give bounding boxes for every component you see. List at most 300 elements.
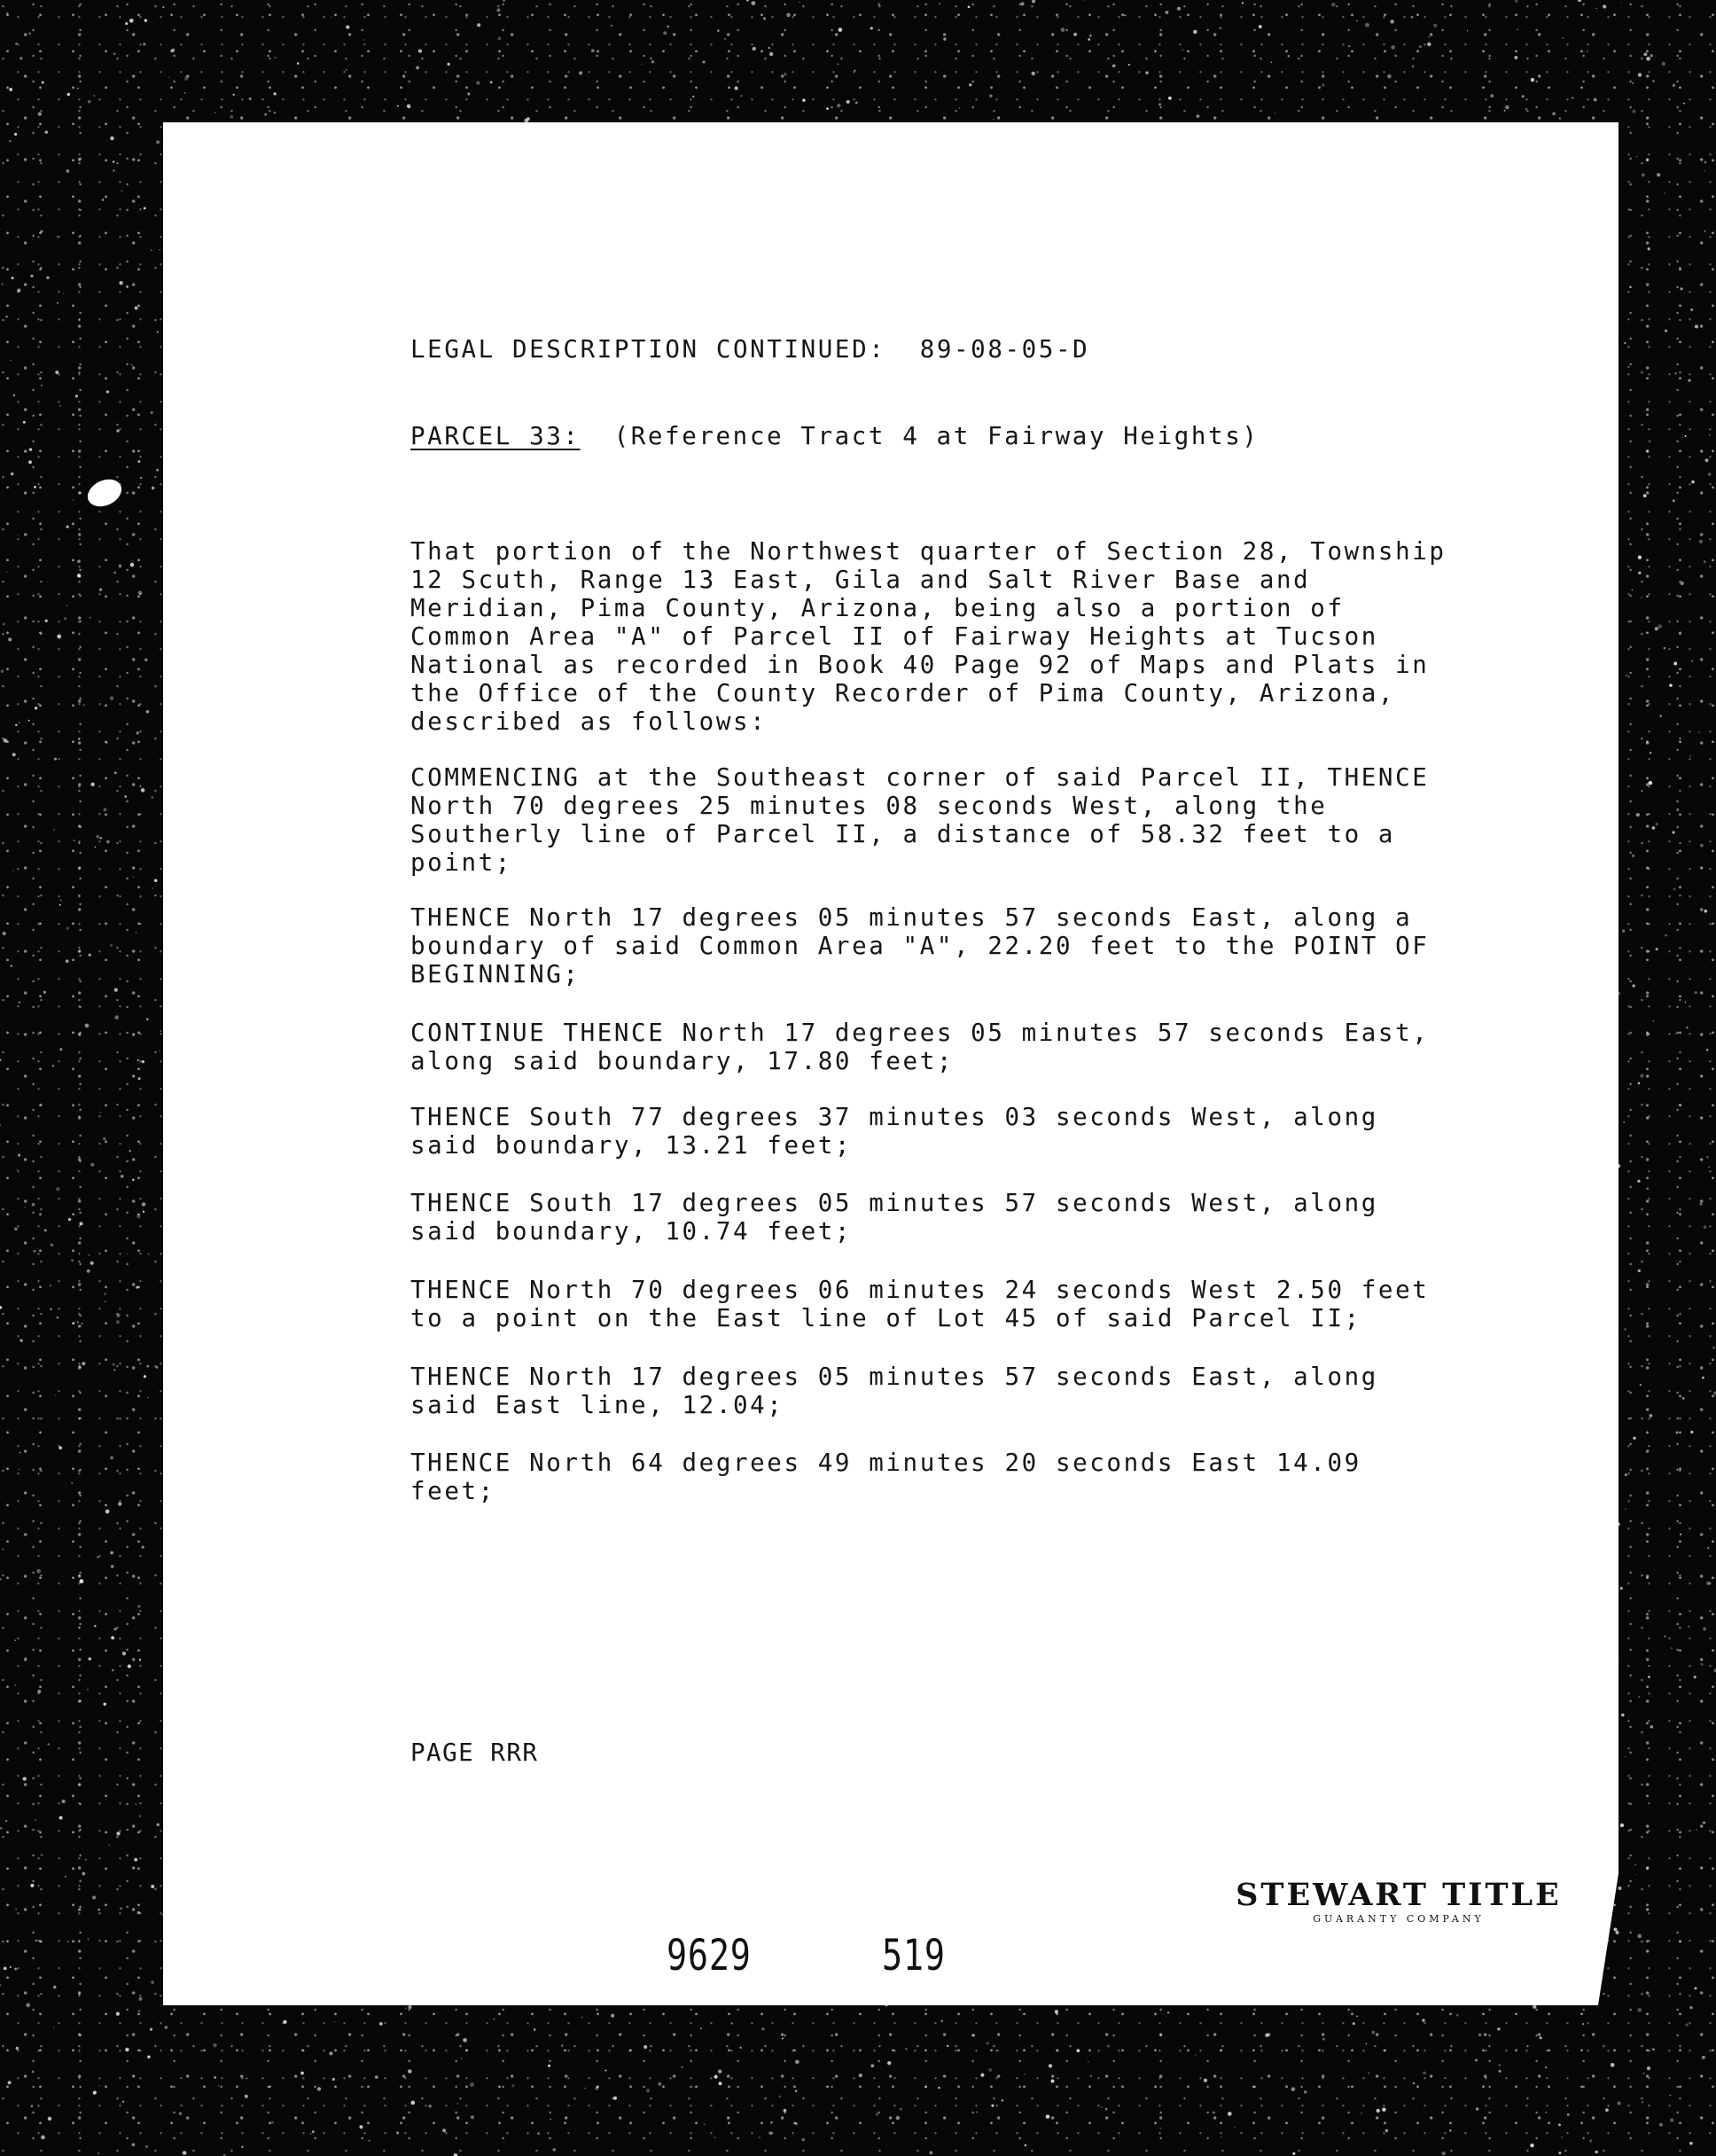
scan-speckle [85, 1024, 90, 1028]
scan-speckle [141, 788, 145, 793]
scan-speckle [110, 697, 113, 700]
scan-speckle [329, 2051, 332, 2055]
scan-speckle [29, 448, 32, 450]
scan-speckle [59, 904, 61, 906]
scan-speckle [157, 332, 159, 333]
scan-speckle [456, 2103, 458, 2105]
scan-speckle [38, 112, 42, 115]
scan-speckle [1704, 230, 1706, 232]
scan-speckle [104, 808, 107, 811]
scan-speckle [28, 33, 30, 35]
scan-speckle [146, 1365, 149, 1368]
scan-speckle [1650, 1725, 1654, 1729]
scan-speckle [14, 133, 17, 136]
scan-speckle [1567, 2113, 1570, 2116]
scan-speckle [959, 107, 961, 109]
scan-speckle [159, 1050, 160, 1051]
scan-speckle [105, 1510, 110, 1514]
scan-speckle [991, 2105, 994, 2107]
scan-speckle [1625, 1508, 1626, 1510]
scan-speckle [137, 1059, 139, 1061]
scan-speckle [106, 840, 110, 844]
scan-speckle [997, 2050, 999, 2051]
scan-speckle [0, 1984, 1, 1986]
scan-speckle [42, 82, 44, 84]
scan-speckle [359, 2125, 363, 2129]
scan-speckle [17, 1169, 19, 1171]
scan-speckle [1640, 1384, 1642, 1386]
scan-speckle [11, 965, 12, 966]
scan-speckle [1659, 715, 1662, 717]
scan-speckle [526, 117, 530, 121]
scan-speckle [782, 2038, 784, 2040]
scan-speckle [54, 758, 57, 761]
scan-speckle [1084, 0, 1085, 1]
scan-speckle [1647, 2066, 1650, 2070]
scan-speckle [8, 637, 12, 641]
scan-speckle [136, 731, 138, 734]
scan-speckle [56, 1187, 60, 1191]
scan-speckle [106, 742, 108, 744]
scan-speckle [334, 2021, 336, 2023]
scan-speckle [692, 96, 694, 98]
scan-speckle [40, 230, 43, 232]
scan-speckle [1634, 1864, 1636, 1866]
scan-speckle [1582, 2023, 1584, 2025]
scan-speckle [1681, 287, 1683, 290]
scan-speckle [137, 1911, 140, 1914]
scan-speckle [1682, 1397, 1685, 1400]
scan-speckle [1655, 627, 1658, 630]
scan-speckle [1177, 7, 1181, 11]
scan-speckle [171, 49, 175, 52]
scan-speckle [1514, 56, 1517, 59]
scan-speckle [151, 1980, 154, 1984]
scan-speckle [134, 1858, 137, 1862]
scan-speckle [1112, 65, 1116, 68]
scan-speckle [1533, 2005, 1536, 2009]
scan-speckle [1625, 1473, 1627, 1476]
scan-speckle [116, 1320, 120, 1324]
scan-speckle [19, 1002, 20, 1004]
scan-speckle [1558, 2152, 1561, 2154]
scan-speckle [214, 112, 215, 113]
scan-speckle [1706, 1049, 1708, 1051]
scan-speckle [1088, 2061, 1089, 2063]
scan-speckle [129, 1150, 131, 1152]
scan-speckle [48, 1743, 50, 1745]
scan-speckle [1419, 45, 1422, 48]
scan-speckle [109, 1845, 110, 1846]
scan-speckle [1228, 2112, 1232, 2116]
scan-speckle [116, 1832, 120, 1835]
scan-speckle [1691, 660, 1693, 662]
scan-speckle [1688, 1626, 1689, 1628]
scan-speckle [97, 1556, 99, 1558]
scan-speckle [1699, 1203, 1702, 1206]
scan-speckle [88, 1254, 90, 1256]
scan-speckle [124, 795, 127, 798]
scan-speckle [125, 22, 128, 25]
stewart-title-logo [1213, 1878, 1585, 1926]
scan-speckle [1635, 1874, 1636, 1875]
scan-speckle [1665, 934, 1667, 937]
scan-speckle [120, 1907, 122, 1910]
scan-speckle [769, 52, 773, 56]
scan-speckle [418, 49, 422, 52]
scan-speckle [140, 477, 142, 479]
scan-speckle [1706, 1156, 1708, 1158]
scan-speckle [218, 2085, 219, 2086]
scan-speckle [1656, 948, 1658, 950]
scan-speckle [1423, 2071, 1426, 2074]
scan-speckle [579, 71, 582, 74]
scan-speckle [17, 288, 20, 292]
scan-speckle [132, 1179, 134, 1181]
scan-speckle [1689, 2142, 1692, 2144]
scan-speckle [1032, 0, 1035, 4]
scan-speckle [44, 1229, 47, 1231]
scan-speckle [67, 93, 71, 97]
scan-speckle [9, 140, 11, 142]
scan-speckle [859, 2074, 862, 2077]
scan-speckle [213, 2043, 217, 2048]
scan-speckle [854, 70, 856, 72]
scan-speckle [759, 2136, 760, 2138]
scan-speckle [416, 66, 419, 70]
scan-speckle [136, 1215, 141, 1219]
scan-speckle [57, 302, 58, 304]
scan-speckle [1559, 117, 1562, 120]
scan-speckle [88, 100, 91, 104]
scan-speckle [98, 2152, 99, 2154]
scan-speckle [1595, 2151, 1597, 2153]
scan-speckle [35, 1940, 37, 1941]
scan-speckle [119, 564, 122, 567]
scan-speckle [1638, 1696, 1640, 1698]
scan-speckle [407, 104, 411, 108]
scan-speckle [1497, 2027, 1500, 2030]
scan-speckle [503, 0, 505, 2]
scan-speckle [35, 1819, 36, 1821]
scan-speckle [1638, 571, 1641, 574]
scan-speckle [82, 1323, 83, 1324]
scan-speckle [1427, 43, 1431, 46]
scan-speckle [552, 2148, 556, 2152]
scan-speckle [1633, 1437, 1635, 1440]
scan-speckle [6, 12, 9, 15]
course-paragraph: THENCE South 77 degrees 37 minutes 03 seconds West, along said boundary, 13.21 feet; [410, 1103, 1378, 1160]
scan-speckle [129, 19, 134, 23]
scan-speckle [428, 2105, 432, 2108]
scan-speckle [132, 2143, 136, 2146]
scan-speckle [663, 31, 667, 35]
scan-speckle [111, 1637, 114, 1640]
scan-speckle [477, 23, 480, 27]
scan-speckle [1673, 662, 1677, 666]
scan-speckle [724, 38, 727, 41]
course-paragraph: CONTINUE THENCE North 17 degrees 05 minutes 57 seconds East, along said boundary, 17.80 feet; [410, 1019, 1430, 1075]
scan-speckle [179, 2113, 182, 2115]
scan-speckle [136, 1286, 138, 1289]
scan-speckle [135, 307, 138, 310]
scan-speckle [4, 1967, 7, 1971]
scan-speckle [1193, 30, 1197, 35]
scan-speckle [717, 29, 720, 32]
scan-speckle [1673, 499, 1675, 502]
scan-speckle [1589, 2139, 1592, 2142]
scan-speckle [1669, 2095, 1671, 2097]
scan-speckle [1128, 64, 1130, 66]
scan-speckle [1540, 2036, 1542, 2039]
scan-speckle [1674, 372, 1677, 375]
scan-speckle [1322, 83, 1324, 86]
scan-speckle [1643, 2073, 1645, 2074]
scan-speckle [271, 2121, 274, 2124]
scan-speckle [78, 738, 80, 740]
scan-speckle [114, 1628, 117, 1630]
scan-speckle [45, 130, 49, 134]
scan-speckle [1650, 752, 1651, 754]
scan-speckle [1467, 30, 1468, 31]
scan-speckle [102, 199, 104, 200]
scan-speckle [1680, 1534, 1681, 1535]
scan-speckle [162, 6, 164, 8]
scan-speckle [682, 2066, 684, 2069]
scan-speckle [183, 2151, 187, 2155]
scan-speckle [375, 2075, 378, 2079]
scan-speckle [332, 2078, 335, 2081]
scan-speckle [150, 2027, 152, 2030]
scan-speckle [734, 86, 737, 90]
scan-speckle [1498, 2064, 1501, 2066]
scan-speckle [241, 2146, 243, 2148]
scan-speckle [1101, 2106, 1102, 2107]
recording-book-number: 9629 [667, 1931, 752, 1980]
scan-speckle [0, 1306, 2, 1309]
document-header: LEGAL DESCRIPTION CONTINUED: 89-08-05-D [410, 335, 1090, 363]
scan-speckle [113, 572, 116, 574]
scan-speckle [1703, 1627, 1706, 1630]
scan-speckle [1670, 2118, 1673, 2121]
scan-speckle [66, 169, 70, 173]
scan-speckle [1700, 1663, 1703, 1666]
scan-speckle [113, 52, 116, 55]
scan-speckle [1694, 1676, 1696, 1678]
course-paragraph: THENCE North 64 degrees 49 minutes 20 seconds East 14.09 feet; [410, 1449, 1361, 1505]
scan-speckle [87, 1689, 89, 1691]
scan-speckle [1605, 2108, 1609, 2112]
scan-speckle [1158, 104, 1160, 105]
scan-speckle [396, 2131, 399, 2134]
scan-speckle [85, 1859, 87, 1861]
scan-speckle [28, 460, 32, 464]
scan-speckle [1021, 2, 1025, 5]
scan-speckle [82, 1362, 85, 1365]
scan-speckle [139, 1659, 141, 1660]
scan-speckle [144, 207, 146, 210]
scan-speckle [1652, 2048, 1654, 2050]
scan-speckle [15, 1909, 17, 1910]
scan-speckle [16, 2047, 19, 2050]
scan-speckle [97, 835, 99, 838]
scan-speckle [658, 2082, 661, 2086]
scan-speckle [379, 2022, 383, 2026]
scan-speckle [77, 88, 79, 90]
scan-speckle [156, 469, 159, 472]
scan-speckle [986, 2042, 988, 2044]
scan-speckle [1642, 2101, 1643, 2103]
scan-speckle [15, 1684, 17, 1686]
scan-speckle [77, 574, 81, 577]
scan-speckle [1652, 826, 1656, 830]
scan-speckle [611, 2014, 614, 2018]
scan-speckle [68, 1218, 72, 1222]
scan-speckle [55, 1394, 57, 1396]
scan-speckle [1690, 309, 1693, 311]
scan-speckle [524, 119, 528, 123]
scan-speckle [497, 36, 501, 40]
scan-speckle [1478, 2034, 1481, 2036]
scan-speckle [138, 1997, 142, 2001]
scan-speckle [1690, 1431, 1693, 1433]
scan-speckle [46, 277, 49, 279]
scan-speckle [896, 2116, 900, 2120]
scan-speckle [59, 1048, 62, 1051]
scan-speckle [1636, 813, 1640, 816]
scan-speckle [45, 620, 48, 622]
scan-speckle [1688, 379, 1691, 382]
scan-speckle [79, 1222, 82, 1225]
scan-speckle [1686, 2023, 1689, 2026]
scan-speckle [147, 1397, 148, 1398]
scan-speckle [88, 1938, 90, 1940]
scan-speckle [1219, 27, 1221, 29]
scan-speckle [1166, 11, 1169, 14]
scan-speckle [128, 1665, 131, 1668]
scan-speckle [3, 932, 6, 935]
scan-speckle [591, 49, 595, 52]
scan-speckle [1552, 112, 1556, 115]
scan-speckle [300, 2072, 304, 2075]
scan-speckle [719, 2082, 722, 2085]
scan-speckle [9, 88, 12, 91]
scan-speckle [113, 160, 115, 163]
scan-speckle [1145, 71, 1148, 74]
scan-speckle [1348, 45, 1351, 48]
scan-speckle [1561, 2136, 1562, 2137]
scan-speckle [83, 704, 85, 706]
scan-speckle [148, 1254, 150, 1255]
scan-speckle [667, 26, 669, 28]
scan-speckle [184, 77, 188, 81]
scan-speckle [57, 236, 58, 238]
scan-speckle [1105, 2108, 1108, 2111]
scan-speckle [1620, 1587, 1623, 1590]
scan-speckle [1686, 1027, 1688, 1028]
scan-speckle [938, 2087, 940, 2089]
scan-speckle [74, 840, 75, 841]
scan-speckle [0, 1059, 2, 1061]
scan-speckle [113, 1363, 115, 1366]
scan-speckle [34, 486, 36, 488]
scan-speckle [1702, 1377, 1704, 1379]
scan-speckle [1657, 173, 1660, 176]
scan-speckle [1366, 2043, 1368, 2045]
scan-speckle [1412, 66, 1415, 68]
scan-speckle [184, 92, 186, 94]
scan-speckle [1649, 782, 1651, 785]
scan-speckle [1622, 930, 1625, 933]
scan-speckle [136, 932, 137, 933]
scan-speckle [31, 2105, 34, 2108]
scan-speckle [34, 1250, 36, 1253]
scan-speckle [795, 2090, 797, 2091]
scan-speckle [214, 2076, 216, 2079]
scan-speckle [939, 3, 940, 4]
scan-speckle [1055, 2010, 1058, 2013]
scan-speckle [1698, 731, 1700, 733]
scan-speckle [752, 1, 756, 5]
scan-speckle [1621, 1714, 1625, 1717]
scan-speckle [801, 2138, 805, 2142]
scan-speckle [95, 847, 96, 848]
scan-speckle [75, 394, 78, 397]
scan-speckle [1695, 1987, 1697, 1989]
scan-speckle [1695, 324, 1698, 328]
scan-speckle [408, 2005, 411, 2009]
scan-speckle [26, 2003, 30, 2007]
scan-speckle [1061, 27, 1065, 32]
scan-speckle [595, 2087, 598, 2090]
scan-speckle [838, 27, 843, 32]
scan-speckle [1611, 2063, 1615, 2067]
scan-speckle [968, 6, 971, 9]
scan-speckle [274, 57, 276, 59]
scan-speckle [980, 2074, 984, 2077]
scan-speckle [740, 2047, 742, 2049]
scan-speckle [126, 285, 129, 287]
scan-speckle [0, 1578, 2, 1581]
scan-speckle [1515, 0, 1518, 3]
scan-speckle [1361, 2113, 1362, 2114]
scan-speckle [67, 1941, 69, 1942]
scan-speckle [110, 944, 113, 947]
scan-speckle [778, 2096, 781, 2098]
scan-speckle [641, 64, 643, 66]
scan-speckle [1076, 2049, 1080, 2052]
scan-speckle [1578, 0, 1581, 2]
course-paragraph: THENCE South 17 degrees 05 minutes 57 seconds West, along said boundary, 10.74 feet; [410, 1189, 1378, 1246]
scan-speckle [144, 659, 147, 661]
scan-speckle [147, 2056, 150, 2058]
scan-speckle [93, 2091, 97, 2095]
scan-speckle [1659, 2123, 1663, 2127]
scan-speckle [72, 499, 74, 501]
scan-speckle [0, 1125, 1, 1126]
scan-speckle [6, 571, 7, 572]
course-paragraph: THENCE North 17 degrees 05 minutes 57 seconds East, along a boundary of said Common Area "A", 22.20 feet to the POINT OF BEGINNING; [410, 903, 1430, 988]
scan-speckle [18, 1154, 20, 1157]
scan-speckle [1002, 2099, 1003, 2101]
scan-speckle [3, 1549, 4, 1550]
scan-speckle [786, 13, 791, 18]
scan-speckle [768, 2131, 772, 2135]
scan-speckle [714, 2075, 718, 2079]
scan-speckle [1596, 8, 1597, 9]
scan-speckle [855, 101, 858, 104]
scan-speckle [1545, 2066, 1547, 2068]
